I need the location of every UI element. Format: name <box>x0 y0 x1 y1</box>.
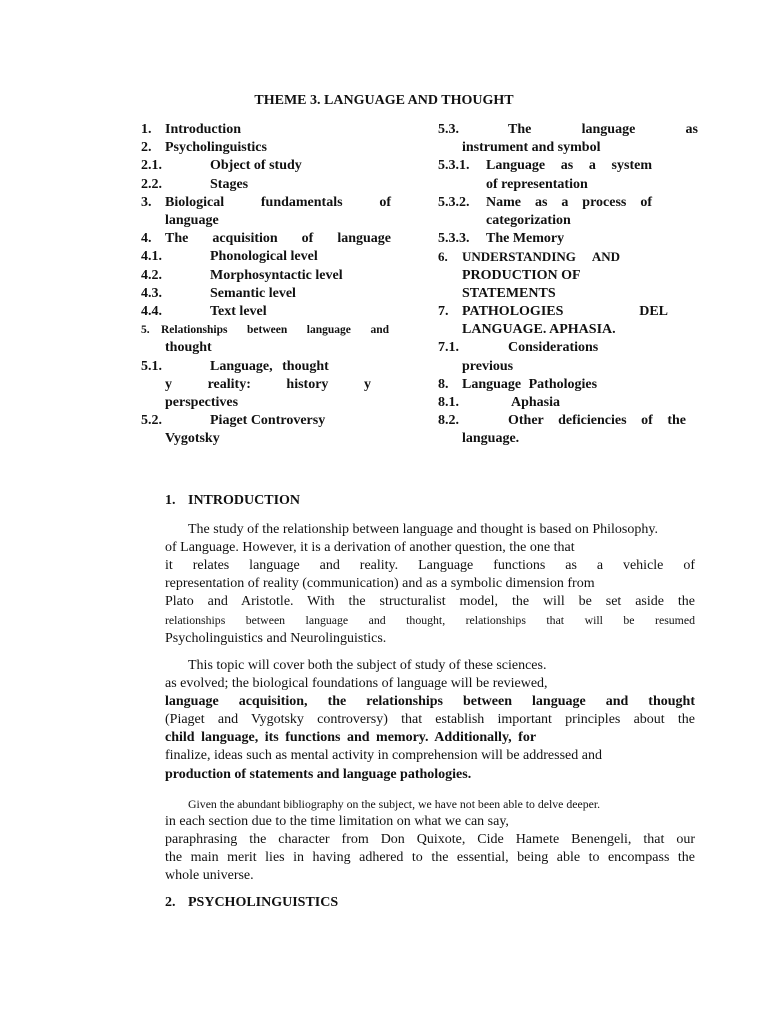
toc-number: 7.1. <box>438 340 459 356</box>
toc-number: 8.2. <box>438 413 459 429</box>
toc-entry <box>141 194 391 212</box>
toc-number: 2.1. <box>141 158 162 174</box>
toc-text: Object of study <box>210 158 302 174</box>
toc-entry <box>141 230 391 248</box>
toc-entry-continuation <box>141 339 391 357</box>
toc-text: Language Pathologies <box>462 376 598 392</box>
toc-entry-continuation <box>438 285 698 303</box>
toc-text: Language, thought <box>210 358 329 374</box>
toc-entry-continuation <box>438 267 698 285</box>
toc-entry <box>141 139 391 157</box>
toc-text: Other deficiencies of the <box>508 413 686 429</box>
paragraph-line: finalize, ideas such as mental activity in comprehension will be addressed and <box>165 748 602 764</box>
toc-entry <box>141 121 391 139</box>
toc-entry <box>438 339 698 357</box>
toc-text: PRODUCTION OF <box>462 267 581 283</box>
toc-text: Psycholinguistics <box>165 140 267 156</box>
toc-number: 5.1. <box>141 358 162 374</box>
toc-text: Name as a process of <box>486 194 652 210</box>
toc-entry-continuation <box>141 376 371 394</box>
section-heading-psycholinguistics <box>165 895 338 911</box>
paragraph-line: Psycholinguistics and Neurolinguistics. <box>165 630 387 646</box>
paragraph-line: representation of reality (communication) and as a symbolic dimension from <box>165 576 595 592</box>
toc-number: 5.3.2. <box>438 194 470 210</box>
toc-text: Introduction <box>165 122 241 137</box>
toc-text: The language as <box>508 122 698 137</box>
toc-right-column <box>438 121 698 449</box>
toc-entry-continuation <box>438 139 698 157</box>
toc-text: The acquisition of language <box>165 231 391 247</box>
toc-text: y reality: history y <box>165 376 371 392</box>
toc-entry <box>438 303 668 321</box>
toc-number: 2.2. <box>141 176 162 192</box>
toc-text: Phonological level <box>210 249 318 265</box>
paragraph-line: child language, its functions and memory. Additionally, for <box>165 730 537 746</box>
paragraph-line: production of statements and language pathologies. <box>165 766 472 782</box>
paragraph-line: language acquisition, the relationships between language and thought <box>165 694 695 710</box>
toc-text: Morphosyntactic level <box>210 267 343 283</box>
toc-text: language <box>165 213 219 229</box>
paragraph <box>165 521 695 648</box>
toc-text: Aphasia <box>511 395 561 411</box>
toc-entry <box>141 358 391 376</box>
toc-number: 4.2. <box>141 267 162 283</box>
paragraph <box>165 657 695 784</box>
paragraph-line: as evolved; the biological foundations of language will be reviewed, <box>165 676 548 692</box>
section-title: PSYCHOLINGUISTICS <box>188 895 339 910</box>
toc-entry <box>141 303 391 321</box>
toc-entry <box>141 248 391 266</box>
toc-number: 7. <box>438 304 449 320</box>
toc-entry <box>438 394 698 412</box>
toc-entry-continuation <box>438 358 698 376</box>
toc-entry <box>438 157 652 175</box>
section-heading-introduction <box>165 493 300 509</box>
toc-entry-continuation <box>438 176 698 194</box>
toc-number: 5.3.1. <box>438 158 470 174</box>
toc-text: Stages <box>210 176 249 192</box>
toc-number: 4.1. <box>141 249 162 265</box>
toc-text: LANGUAGE. APHASIA. <box>462 322 616 338</box>
toc-entry <box>141 285 391 303</box>
toc-text: PATHOLOGIES DEL <box>462 304 668 320</box>
toc-text: thought <box>165 340 212 356</box>
toc-text: Considerations <box>508 340 599 356</box>
toc-number: 5.2. <box>141 413 162 429</box>
toc-number: 5.3. <box>438 122 459 137</box>
paragraph-line: relationships between language and thought, relationships that will be resumed <box>165 613 695 628</box>
toc-entry-continuation <box>438 212 698 230</box>
document-title: THEME 3. LANGUAGE AND THOUGHT <box>254 93 514 108</box>
toc-text: instrument and symbol <box>462 140 601 156</box>
toc-text: Semantic level <box>210 285 296 301</box>
section-title: INTRODUCTION <box>188 493 301 508</box>
paragraph-line: it relates language and reality. Language functions as a vehicle of <box>165 558 695 574</box>
toc-number: 8. <box>438 376 449 392</box>
toc-entry <box>141 267 391 285</box>
paragraph-line: of Language. However, it is a derivation of another question, the one that <box>165 540 575 556</box>
toc-entry-continuation <box>141 430 391 448</box>
toc-entry-continuation <box>141 212 391 230</box>
toc-entry <box>141 321 389 339</box>
toc-entry <box>438 248 620 266</box>
toc-text: Biological fundamentals of <box>165 194 391 210</box>
section-number: 1. <box>165 493 176 508</box>
toc-number: 4.3. <box>141 285 162 301</box>
toc-text: previous <box>462 358 514 374</box>
toc-left-column <box>141 121 391 449</box>
paragraph-line: in each section due to the time limitation on what we can say, <box>165 814 509 830</box>
toc-text: Relationships between language and <box>161 324 389 337</box>
paragraph-line: (Piaget and Vygotsky controversy) that establish important principles about the <box>165 712 695 728</box>
toc-entry <box>438 194 652 212</box>
toc-entry <box>141 412 391 430</box>
paragraph-line: Given the abundant bibliography on the subject, we have not been able to delve deeper. <box>188 797 601 811</box>
toc-number: 5. <box>141 324 150 337</box>
toc-number: 2. <box>141 140 152 156</box>
toc-text: UNDERSTANDING AND <box>462 249 620 265</box>
toc-entry <box>438 376 698 394</box>
toc-entry <box>141 176 391 194</box>
paragraph <box>165 795 695 885</box>
toc-entry-continuation <box>438 430 698 448</box>
toc-number: 3. <box>141 194 152 210</box>
toc-entry-continuation <box>141 394 391 412</box>
paragraph-line: This topic will cover both the subject of study of these sciences. <box>188 658 547 673</box>
toc-number: 4.4. <box>141 304 162 320</box>
paragraph-line: whole universe. <box>165 868 254 884</box>
section-number: 2. <box>165 895 176 910</box>
toc-entry <box>438 230 698 248</box>
paragraph-line: paraphrasing the character from Don Quixote, Cide Hamete Benengeli, that our <box>165 832 695 848</box>
paragraph-line: The study of the relationship between language and thought is based on Philosophy. <box>188 522 658 537</box>
toc-text: Text level <box>210 304 267 320</box>
toc-text: STATEMENTS <box>462 285 556 301</box>
toc-entry-continuation <box>438 321 698 339</box>
toc-text: perspectives <box>165 395 239 411</box>
toc-entry <box>141 157 391 175</box>
toc-text: of representation <box>486 176 588 192</box>
toc-entry <box>438 121 698 139</box>
paragraph-line: the main merit lies in having adhered to the essential, being able to encompass the <box>165 850 695 866</box>
toc-text: Piaget Controversy <box>210 413 326 429</box>
toc-number: 4. <box>141 231 152 247</box>
toc-text: The Memory <box>486 231 565 247</box>
toc-number: 8.1. <box>438 395 459 411</box>
toc-number: 6. <box>438 249 448 265</box>
toc-number: 5.3.3. <box>438 231 470 247</box>
toc-text: categorization <box>486 213 571 229</box>
toc-number: 1. <box>141 122 152 137</box>
toc-entry <box>438 412 686 430</box>
toc-text: Vygotsky <box>165 431 220 447</box>
paragraph-line: Plato and Aristotle. With the structuralist model, the will be set aside the <box>165 594 695 610</box>
toc-text: Language as a system <box>486 158 652 174</box>
toc-text: language. <box>462 431 520 447</box>
